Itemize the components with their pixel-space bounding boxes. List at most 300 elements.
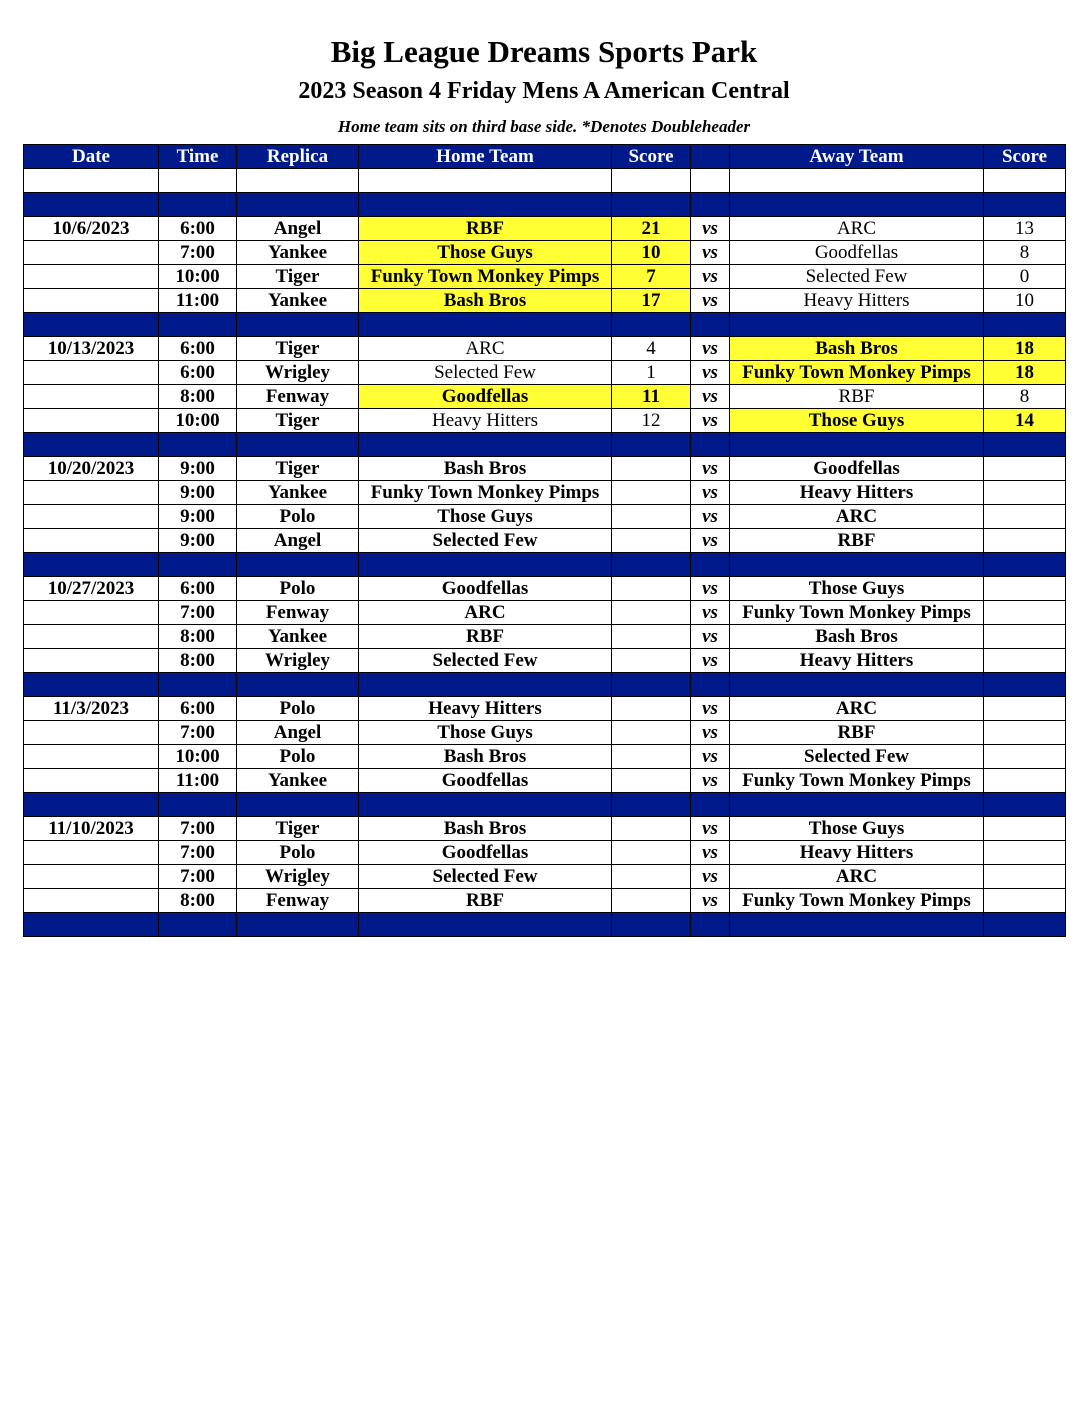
schedule-table [23, 144, 1066, 937]
game-replica: Fenway [237, 601, 359, 625]
away-score: 14 [984, 409, 1066, 433]
game-replica: Angel [237, 217, 359, 241]
game-time: 7:00 [159, 841, 237, 865]
game-replica: Fenway [237, 385, 359, 409]
away-team: Heavy Hitters [730, 649, 984, 673]
game-date [24, 649, 159, 673]
game-replica: Wrigley [237, 361, 359, 385]
separator-cell [24, 553, 159, 577]
separator-cell [24, 913, 159, 937]
game-date [24, 769, 159, 793]
vs-label: vs [691, 265, 730, 289]
home-team: Those Guys [359, 505, 612, 529]
separator-cell [730, 913, 984, 937]
game-time: 8:00 [159, 625, 237, 649]
separator-row [24, 793, 1066, 817]
home-team: RBF [359, 625, 612, 649]
away-score [984, 889, 1066, 913]
game-replica: Polo [237, 505, 359, 529]
game-replica: Wrigley [237, 865, 359, 889]
away-team: ARC [730, 697, 984, 721]
blank-cell [24, 169, 159, 193]
home-team: ARC [359, 337, 612, 361]
vs-label: vs [691, 505, 730, 529]
away-score [984, 481, 1066, 505]
separator-cell [984, 553, 1066, 577]
game-replica: Yankee [237, 769, 359, 793]
separator-cell [159, 913, 237, 937]
col-header-away-team: Away Team [730, 145, 984, 169]
home-score [612, 577, 691, 601]
vs-label: vs [691, 337, 730, 361]
separator-cell [24, 433, 159, 457]
game-row [24, 241, 1066, 265]
home-score: 21 [612, 217, 691, 241]
home-score [612, 817, 691, 841]
away-team: Funky Town Monkey Pimps [730, 601, 984, 625]
game-time: 6:00 [159, 337, 237, 361]
separator-cell [159, 793, 237, 817]
game-time: 9:00 [159, 505, 237, 529]
separator-row [24, 193, 1066, 217]
away-team: Funky Town Monkey Pimps [730, 769, 984, 793]
separator-cell [612, 313, 691, 337]
game-date [24, 409, 159, 433]
home-score [612, 529, 691, 553]
home-score: 10 [612, 241, 691, 265]
game-replica: Tiger [237, 265, 359, 289]
game-row [24, 409, 1066, 433]
game-date [24, 385, 159, 409]
home-score [612, 769, 691, 793]
blank-cell [359, 169, 612, 193]
separator-cell [984, 193, 1066, 217]
away-score [984, 625, 1066, 649]
away-score [984, 697, 1066, 721]
vs-label: vs [691, 697, 730, 721]
separator-cell [24, 793, 159, 817]
game-time: 8:00 [159, 889, 237, 913]
separator-cell [730, 433, 984, 457]
game-time: 7:00 [159, 817, 237, 841]
away-score [984, 649, 1066, 673]
away-team: ARC [730, 505, 984, 529]
vs-label: vs [691, 841, 730, 865]
away-score: 10 [984, 289, 1066, 313]
game-date [24, 625, 159, 649]
home-team: Selected Few [359, 361, 612, 385]
separator-cell [691, 913, 730, 937]
game-time: 9:00 [159, 529, 237, 553]
game-replica: Tiger [237, 409, 359, 433]
game-time: 6:00 [159, 361, 237, 385]
game-replica: Tiger [237, 337, 359, 361]
game-row [24, 745, 1066, 769]
game-date [24, 601, 159, 625]
home-score [612, 601, 691, 625]
game-time: 11:00 [159, 289, 237, 313]
separator-row [24, 673, 1066, 697]
separator-cell [984, 673, 1066, 697]
away-team: Those Guys [730, 577, 984, 601]
game-row [24, 649, 1066, 673]
away-team: Bash Bros [730, 337, 984, 361]
vs-label: vs [691, 361, 730, 385]
game-date [24, 289, 159, 313]
vs-label: vs [691, 649, 730, 673]
separator-cell [730, 313, 984, 337]
separator-cell [984, 793, 1066, 817]
separator-cell [984, 313, 1066, 337]
game-time: 7:00 [159, 865, 237, 889]
vs-label: vs [691, 889, 730, 913]
separator-cell [612, 193, 691, 217]
home-score: 17 [612, 289, 691, 313]
game-row [24, 289, 1066, 313]
game-row [24, 337, 1066, 361]
col-header-vs [691, 145, 730, 169]
away-team: Funky Town Monkey Pimps [730, 361, 984, 385]
separator-cell [159, 553, 237, 577]
home-score [612, 649, 691, 673]
separator-cell [359, 913, 612, 937]
blank-cell [730, 169, 984, 193]
away-score [984, 841, 1066, 865]
game-replica: Angel [237, 721, 359, 745]
game-row [24, 529, 1066, 553]
separator-cell [359, 793, 612, 817]
game-row [24, 505, 1066, 529]
game-date [24, 865, 159, 889]
game-time: 6:00 [159, 577, 237, 601]
game-replica: Tiger [237, 457, 359, 481]
away-score [984, 769, 1066, 793]
game-date: 11/10/2023 [24, 817, 159, 841]
col-header-home-team: Home Team [359, 145, 612, 169]
home-team: Goodfellas [359, 577, 612, 601]
game-date [24, 241, 159, 265]
separator-cell [612, 433, 691, 457]
game-time: 8:00 [159, 649, 237, 673]
separator-cell [612, 913, 691, 937]
game-row [24, 697, 1066, 721]
game-row [24, 217, 1066, 241]
separator-cell [359, 193, 612, 217]
separator-cell [730, 193, 984, 217]
away-team: Those Guys [730, 409, 984, 433]
separator-cell [159, 433, 237, 457]
away-team: ARC [730, 217, 984, 241]
vs-label: vs [691, 241, 730, 265]
separator-row [24, 913, 1066, 937]
col-header-time: Time [159, 145, 237, 169]
separator-cell [237, 313, 359, 337]
separator-cell [237, 553, 359, 577]
home-score [612, 745, 691, 769]
home-score [612, 721, 691, 745]
game-time: 10:00 [159, 745, 237, 769]
separator-cell [691, 553, 730, 577]
game-date: 10/6/2023 [24, 217, 159, 241]
home-team: Selected Few [359, 649, 612, 673]
game-replica: Yankee [237, 241, 359, 265]
col-header-date: Date [24, 145, 159, 169]
game-row [24, 361, 1066, 385]
separator-cell [612, 793, 691, 817]
home-team: Funky Town Monkey Pimps [359, 265, 612, 289]
game-replica: Fenway [237, 889, 359, 913]
blank-cell [984, 169, 1066, 193]
home-team: Bash Bros [359, 745, 612, 769]
game-date [24, 745, 159, 769]
game-row [24, 265, 1066, 289]
home-score: 1 [612, 361, 691, 385]
separator-row [24, 433, 1066, 457]
game-date [24, 361, 159, 385]
vs-label: vs [691, 481, 730, 505]
vs-label: vs [691, 721, 730, 745]
blank-cell [691, 169, 730, 193]
game-time: 10:00 [159, 409, 237, 433]
game-row [24, 889, 1066, 913]
game-time: 10:00 [159, 265, 237, 289]
away-score [984, 601, 1066, 625]
game-date [24, 889, 159, 913]
game-row [24, 817, 1066, 841]
vs-label: vs [691, 625, 730, 649]
separator-cell [359, 433, 612, 457]
game-row [24, 577, 1066, 601]
separator-cell [691, 313, 730, 337]
home-score [612, 505, 691, 529]
away-score [984, 745, 1066, 769]
vs-label: vs [691, 385, 730, 409]
away-team: Goodfellas [730, 457, 984, 481]
away-score [984, 505, 1066, 529]
game-date [24, 505, 159, 529]
away-team: RBF [730, 385, 984, 409]
col-header-home-score: Score [612, 145, 691, 169]
game-date [24, 265, 159, 289]
separator-cell [691, 433, 730, 457]
home-score [612, 625, 691, 649]
page-title: Big League Dreams Sports Park [330, 34, 758, 69]
away-team: Goodfellas [730, 241, 984, 265]
vs-label: vs [691, 601, 730, 625]
game-time: 8:00 [159, 385, 237, 409]
game-date: 11/3/2023 [24, 697, 159, 721]
game-row [24, 841, 1066, 865]
vs-label: vs [691, 289, 730, 313]
away-team: RBF [730, 721, 984, 745]
game-date [24, 841, 159, 865]
blank-cell [612, 169, 691, 193]
away-team: Selected Few [730, 745, 984, 769]
away-score [984, 457, 1066, 481]
separator-cell [359, 673, 612, 697]
game-date [24, 721, 159, 745]
vs-label: vs [691, 865, 730, 889]
separator-cell [984, 433, 1066, 457]
game-date: 10/27/2023 [24, 577, 159, 601]
game-row [24, 481, 1066, 505]
game-replica: Wrigley [237, 649, 359, 673]
game-replica: Angel [237, 529, 359, 553]
separator-cell [359, 313, 612, 337]
vs-label: vs [691, 577, 730, 601]
home-team: Selected Few [359, 865, 612, 889]
separator-row [24, 553, 1066, 577]
away-score: 8 [984, 241, 1066, 265]
separator-cell [24, 313, 159, 337]
page-subtitle: 2023 Season 4 Friday Mens A American Central [298, 78, 790, 104]
away-team: Heavy Hitters [730, 289, 984, 313]
away-team: Bash Bros [730, 625, 984, 649]
separator-cell [237, 673, 359, 697]
game-replica: Polo [237, 577, 359, 601]
away-score [984, 529, 1066, 553]
away-score: 8 [984, 385, 1066, 409]
game-time: 11:00 [159, 769, 237, 793]
vs-label: vs [691, 745, 730, 769]
game-row [24, 601, 1066, 625]
game-replica: Polo [237, 697, 359, 721]
game-date [24, 481, 159, 505]
game-row [24, 721, 1066, 745]
game-row [24, 625, 1066, 649]
game-row [24, 385, 1066, 409]
vs-label: vs [691, 409, 730, 433]
home-team: RBF [359, 889, 612, 913]
game-date [24, 529, 159, 553]
separator-cell [24, 193, 159, 217]
away-team: Funky Town Monkey Pimps [730, 889, 984, 913]
away-score: 0 [984, 265, 1066, 289]
home-team: Bash Bros [359, 457, 612, 481]
blank-row [24, 169, 1066, 193]
game-time: 7:00 [159, 601, 237, 625]
home-team: Heavy Hitters [359, 409, 612, 433]
game-time: 7:00 [159, 721, 237, 745]
game-replica: Polo [237, 841, 359, 865]
separator-cell [730, 673, 984, 697]
game-replica: Tiger [237, 817, 359, 841]
game-row [24, 865, 1066, 889]
home-score [612, 841, 691, 865]
home-team: Funky Town Monkey Pimps [359, 481, 612, 505]
home-team: Bash Bros [359, 289, 612, 313]
game-time: 6:00 [159, 697, 237, 721]
game-time: 9:00 [159, 457, 237, 481]
home-score [612, 457, 691, 481]
home-team: Those Guys [359, 241, 612, 265]
vs-label: vs [691, 817, 730, 841]
home-team: Goodfellas [359, 769, 612, 793]
separator-cell [359, 553, 612, 577]
game-time: 9:00 [159, 481, 237, 505]
away-score [984, 577, 1066, 601]
away-score [984, 721, 1066, 745]
header-row [24, 145, 1066, 169]
home-team: RBF [359, 217, 612, 241]
schedule-body [24, 169, 1066, 937]
home-score [612, 865, 691, 889]
separator-cell [730, 793, 984, 817]
game-replica: Yankee [237, 289, 359, 313]
separator-cell [237, 793, 359, 817]
separator-cell [24, 673, 159, 697]
home-score: 11 [612, 385, 691, 409]
blank-cell [159, 169, 237, 193]
game-date: 10/13/2023 [24, 337, 159, 361]
away-score [984, 865, 1066, 889]
separator-cell [237, 433, 359, 457]
away-score: 18 [984, 337, 1066, 361]
game-date: 10/20/2023 [24, 457, 159, 481]
home-score: 12 [612, 409, 691, 433]
home-team: ARC [359, 601, 612, 625]
home-score [612, 481, 691, 505]
away-team: ARC [730, 865, 984, 889]
separator-cell [237, 193, 359, 217]
home-score: 7 [612, 265, 691, 289]
away-team: RBF [730, 529, 984, 553]
separator-cell [159, 193, 237, 217]
game-replica: Yankee [237, 625, 359, 649]
away-team: Heavy Hitters [730, 841, 984, 865]
vs-label: vs [691, 769, 730, 793]
away-score: 18 [984, 361, 1066, 385]
away-score [984, 817, 1066, 841]
game-time: 7:00 [159, 241, 237, 265]
home-team: Heavy Hitters [359, 697, 612, 721]
blank-cell [237, 169, 359, 193]
vs-label: vs [691, 529, 730, 553]
separator-cell [691, 673, 730, 697]
separator-row [24, 313, 1066, 337]
separator-cell [691, 793, 730, 817]
away-team: Heavy Hitters [730, 481, 984, 505]
separator-cell [612, 553, 691, 577]
vs-label: vs [691, 457, 730, 481]
game-row [24, 457, 1066, 481]
separator-cell [691, 193, 730, 217]
away-score: 13 [984, 217, 1066, 241]
home-score [612, 889, 691, 913]
game-row [24, 769, 1066, 793]
separator-cell [730, 553, 984, 577]
home-team: Bash Bros [359, 817, 612, 841]
game-time: 6:00 [159, 217, 237, 241]
col-header-replica: Replica [237, 145, 359, 169]
game-replica: Polo [237, 745, 359, 769]
col-header-away-score: Score [984, 145, 1066, 169]
separator-cell [984, 913, 1066, 937]
home-team: Selected Few [359, 529, 612, 553]
home-score: 4 [612, 337, 691, 361]
separator-cell [612, 673, 691, 697]
game-replica: Yankee [237, 481, 359, 505]
away-team: Selected Few [730, 265, 984, 289]
separator-cell [159, 313, 237, 337]
separator-cell [237, 913, 359, 937]
page-note: Home team sits on third base side. *Denotes Doubleheader [337, 117, 751, 136]
home-score [612, 697, 691, 721]
home-team: Those Guys [359, 721, 612, 745]
home-team: Goodfellas [359, 841, 612, 865]
away-team: Those Guys [730, 817, 984, 841]
vs-label: vs [691, 217, 730, 241]
